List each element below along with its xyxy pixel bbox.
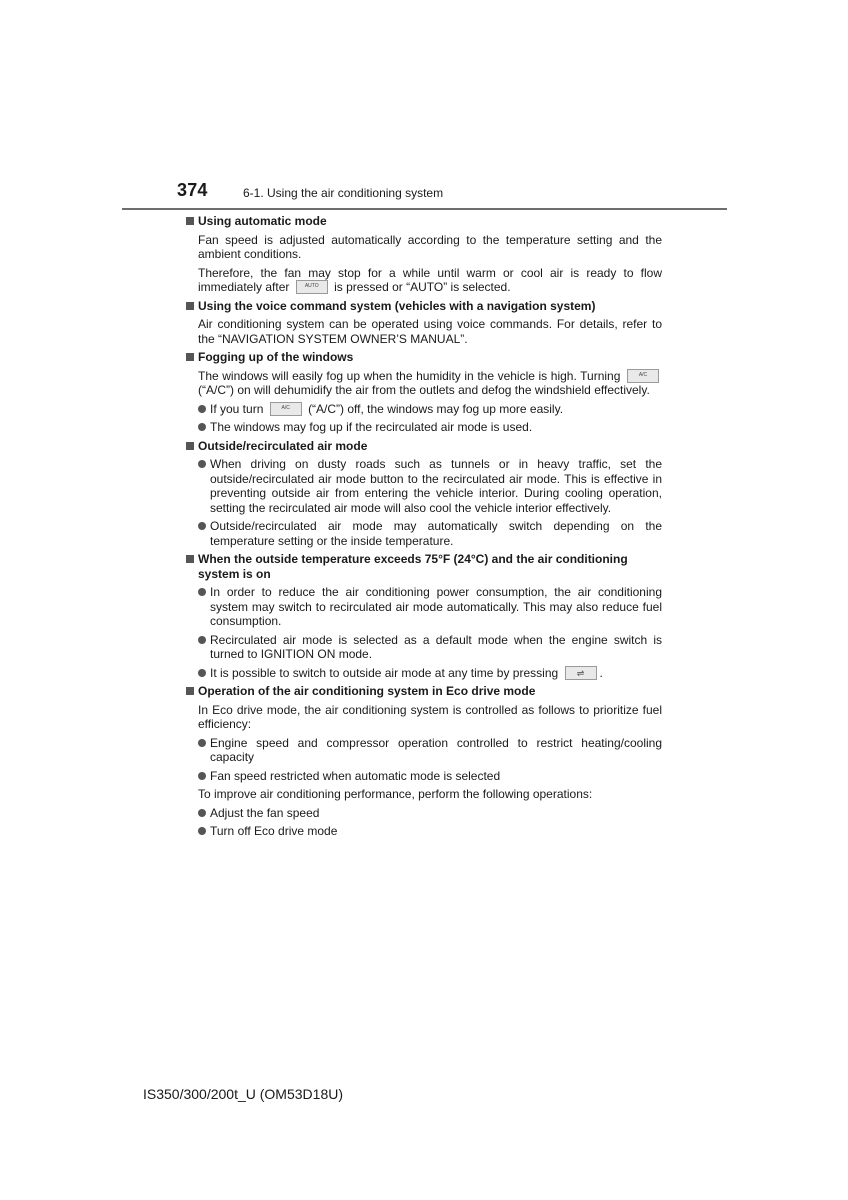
heading-square-icon: [186, 555, 194, 563]
heading-square-icon: [186, 302, 194, 310]
bullet-dot-icon: [198, 588, 206, 596]
paragraph: Air conditioning system can be operated using voice commands. For details, refer to the “NAVIGATION SYSTEM OWNER’S MANUAL”.: [198, 317, 662, 346]
bullet-item: [198, 457, 662, 515]
heading-text: Operation of the air conditioning system in Eco drive mode: [198, 684, 536, 698]
bullet-item: [198, 736, 662, 765]
bullet-dot-icon: [198, 772, 206, 780]
bullet-dot-icon: [198, 460, 206, 468]
bullet-item: [198, 420, 662, 435]
outside-air-icon: [565, 666, 597, 680]
bullet-dot-icon: [198, 405, 206, 413]
footer-model-code: IS350/300/200t_U (OM53D18U): [143, 1086, 343, 1102]
text-fragment: (“A/C”) off, the windows may fog up more easily.: [308, 401, 564, 416]
heading-text: When the outside temperature exceeds 75°F (24°C) and the air conditioning system is on: [198, 552, 628, 581]
paragraph: In Eco drive mode, the air conditioning system is controlled as follows to prioritize fuel efficiency:: [198, 702, 662, 731]
bullet-text: Turn off Eco drive mode: [210, 824, 338, 838]
text-fragment: .: [599, 665, 603, 680]
heading-square-icon: [186, 217, 194, 225]
heading-eco-drive: [186, 684, 662, 699]
bullet-item: [198, 769, 662, 784]
outside-air-glyph: ⇌: [576, 667, 585, 678]
bullet-item: [198, 585, 662, 629]
bullet-dot-icon: [198, 423, 206, 431]
bullet-text: Engine speed and compressor operation controlled to restrict heating/cooling capacity: [210, 735, 662, 764]
text-fragment: (“A/C”) on will dehumidify the air from the outlets and defog the windshield effectively.: [198, 383, 650, 397]
text-fragment: The windows will easily fog up when the humidity in the vehicle is high. Turning: [198, 368, 621, 383]
heading-square-icon: [186, 353, 194, 361]
auto-button-icon: [296, 280, 328, 294]
bullet-dot-icon: [198, 809, 206, 817]
bullet-item: [198, 402, 662, 417]
paragraph: To improve air conditioning performance, perform the following operations:: [198, 787, 593, 801]
bullet-text: Recirculated air mode is selected as a default mode when the engine switch is turned to IGNITION ON mode.: [210, 632, 662, 661]
bullet-item: [198, 666, 662, 681]
bullet-dot-icon: [198, 739, 206, 747]
bullet-text: In order to reduce the air conditioning power consumption, the air conditioning system may switch to recirculated air mode automatically. This may also reduce fuel consumption.: [210, 585, 662, 628]
bullet-text: Adjust the fan speed: [210, 805, 320, 820]
heading-square-icon: [186, 442, 194, 450]
heading-fogging: [186, 350, 662, 365]
heading-square-icon: [186, 687, 194, 695]
heading-automatic-mode: [186, 214, 662, 229]
paragraph: [198, 369, 662, 398]
heading-outside-temperature: [186, 552, 662, 581]
heading-recirculated-mode: [186, 439, 662, 454]
heading-text: Fogging up of the windows: [198, 350, 354, 364]
bullet-dot-icon: [198, 827, 206, 835]
bullet-item: [198, 824, 662, 839]
page-header: [122, 178, 727, 210]
bullet-text: The windows may fog up if the recirculated air mode is used.: [210, 420, 533, 434]
bullet-dot-icon: [198, 669, 206, 677]
text-fragment: Therefore, the fan may stop for a while until warm or cool air is ready to flow immediately after: [198, 265, 662, 294]
paragraph: Fan speed is adjusted automatically according to the temperature setting and the ambient conditions.: [198, 232, 662, 261]
section-title: 6-1. Using the air conditioning system: [243, 186, 444, 200]
bullet-text: Outside/recirculated air mode may automatically switch depending on the temperature setting or the inside temperature.: [210, 519, 662, 548]
bullet-item: [198, 633, 662, 662]
bullet-text: [210, 666, 603, 681]
text-fragment: is pressed or “AUTO” is selected.: [334, 280, 511, 294]
bullet-text: When driving on dusty roads such as tunnels or in heavy traffic, set the outside/recirculated air mode button to the recirculated air mode. This is effective in preventing outside air from entering the vehicle interior. During cooling operation, setting the recirculated air mode will also cool the vehicle interior effectively.: [210, 457, 662, 515]
page-content: [186, 214, 662, 839]
bullet-dot-icon: [198, 636, 206, 644]
bullet-text: Fan speed restricted when automatic mode is selected: [210, 768, 501, 783]
paragraph: [198, 266, 662, 295]
heading-text: Using automatic mode: [198, 214, 327, 228]
ac-button-icon: [627, 369, 659, 383]
heading-text: Using the voice command system (vehicles with a navigation system): [198, 298, 596, 313]
ac-button-icon: [270, 402, 302, 416]
text-fragment: It is possible to switch to outside air mode at any time by pressing: [210, 665, 559, 680]
heading-voice-command: [186, 299, 662, 314]
heading-text: Outside/recirculated air mode: [198, 438, 368, 453]
bullet-item: [198, 519, 662, 548]
bullet-text: [210, 402, 563, 417]
text-fragment: If you turn: [210, 401, 264, 416]
button-label: A/C: [281, 404, 290, 411]
page-number: 374: [177, 180, 208, 200]
bullet-dot-icon: [198, 522, 206, 530]
button-label: A/C: [638, 371, 648, 378]
button-label: AUTO: [304, 283, 319, 289]
bullet-item: [198, 806, 662, 821]
